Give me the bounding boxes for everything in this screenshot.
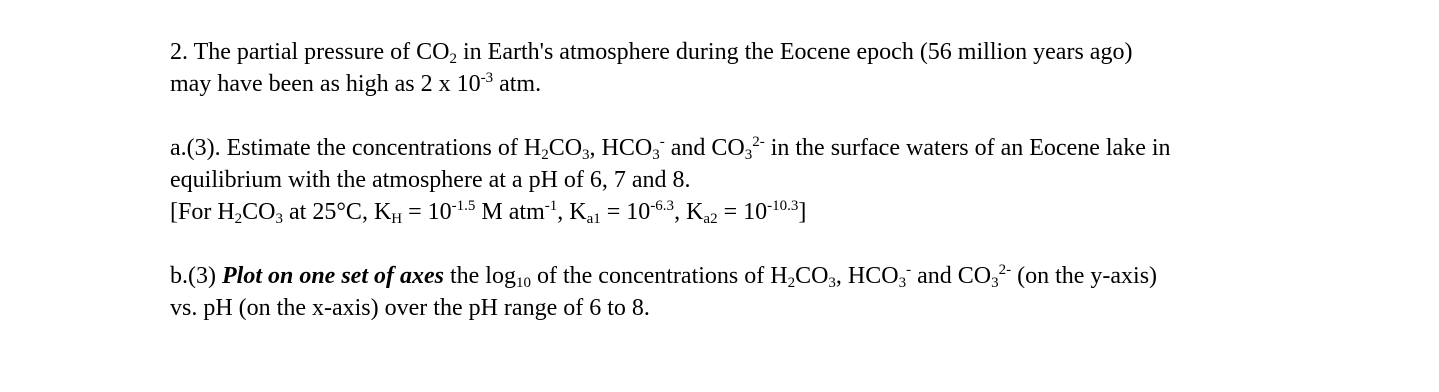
text-run: , K: [557, 199, 587, 225]
subscript: 2: [449, 51, 457, 67]
superscript: -: [659, 134, 665, 150]
part-a-line-3: [170, 196, 1410, 228]
subscript: 2: [541, 147, 549, 163]
subscript: 2: [234, 211, 243, 227]
document-body: [170, 36, 1410, 324]
text-run: CO: [548, 135, 583, 161]
part-b-line-1: [170, 260, 1410, 292]
subscript: 10: [515, 275, 531, 291]
text-run: atm.: [493, 71, 542, 97]
text-run: and CO: [664, 135, 745, 161]
superscript: -10.3: [767, 198, 799, 214]
text-run: = 10: [717, 199, 768, 225]
text-run: M atm: [475, 199, 545, 225]
text-run: = 10: [600, 199, 651, 225]
text-run: , HCO: [589, 135, 653, 161]
text-run: 2. The partial pressure of CO: [170, 39, 450, 65]
question-2: [170, 36, 1410, 100]
superscript: -6.3: [650, 198, 675, 214]
paragraph-spacer: [170, 228, 1410, 260]
subscript: 3: [275, 211, 284, 227]
text-run: ]: [798, 199, 807, 225]
subscript: 2: [787, 275, 796, 291]
text-run: may have been as high as 2 x 10: [170, 71, 481, 97]
superscript: -: [906, 262, 912, 278]
text-run: the log: [443, 263, 516, 289]
text-run: , HCO: [835, 263, 899, 289]
superscript: -3: [480, 70, 494, 86]
text-run: CO: [795, 263, 829, 289]
superscript: 2-: [752, 134, 765, 150]
subscript: 3: [898, 275, 907, 291]
text-run: b.(3): [170, 263, 222, 289]
text-run: a.(3). Estimate the concentrations of H: [170, 135, 542, 161]
text-run: in the surface waters of an Eocene lake in: [764, 135, 1171, 161]
paragraph-spacer: [170, 100, 1410, 132]
subscript: a1: [586, 211, 601, 227]
part-a-line-2: equilibrium with the atmosphere at a pH of 6, 7 and 8.: [170, 167, 691, 193]
text-run: of the concentrations of H: [530, 263, 788, 289]
part-a-line-1: [170, 132, 1410, 164]
superscript: -1: [544, 198, 558, 214]
part-a: [170, 132, 1410, 228]
text-run: (on the y-axis): [1011, 263, 1158, 289]
part-b-line-2: vs. pH (on the x-axis) over the pH range of 6 to 8.: [170, 295, 650, 321]
subscript: 3: [582, 147, 590, 163]
text-run: CO: [242, 199, 276, 225]
subscript: 3: [828, 275, 836, 291]
emphasis-text: Plot on one set of axes: [221, 263, 444, 289]
subscript: H: [391, 211, 403, 227]
subscript: a2: [703, 211, 718, 227]
question-2-line-1: [170, 36, 1410, 68]
text-run: in Earth's atmosphere during the Eocene epoch (56 million years ago): [456, 39, 1133, 65]
superscript: 2-: [998, 262, 1012, 278]
part-b: [170, 260, 1410, 324]
text-run: [For H: [170, 199, 235, 225]
subscript: 3: [991, 275, 999, 291]
subscript: 3: [652, 147, 660, 163]
text-run: and CO: [911, 263, 992, 289]
question-2-line-2: [170, 68, 1410, 100]
subscript: 3: [744, 147, 753, 163]
text-run: = 10: [402, 199, 452, 225]
text-run: , K: [674, 199, 704, 225]
superscript: -1.5: [451, 198, 476, 214]
text-run: at 25°C, K: [283, 199, 392, 225]
